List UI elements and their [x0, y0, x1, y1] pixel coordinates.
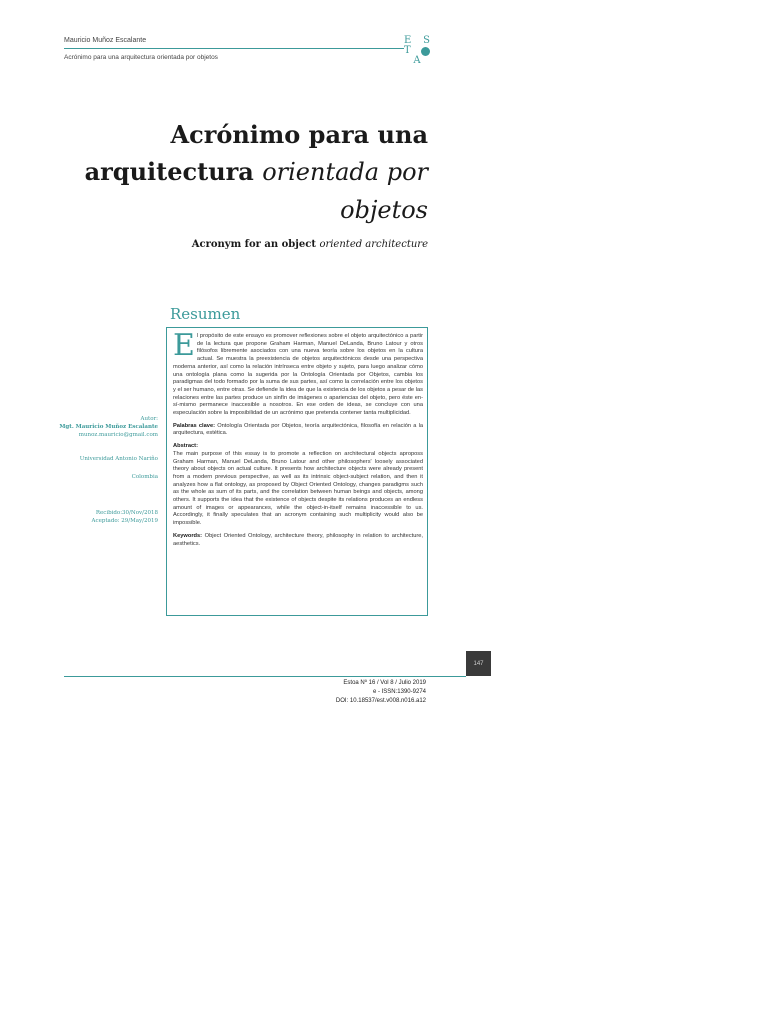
logo-letter: E — [404, 35, 412, 46]
title-italic: objetos — [340, 196, 428, 224]
author-country: Colombia — [131, 474, 158, 480]
drop-cap: E — [173, 328, 195, 363]
author-name: Mgt. Mauricio Muñoz Escalante — [59, 424, 158, 430]
footer-divider — [64, 676, 466, 677]
keywords-spanish-label: Palabras clave: — [173, 422, 216, 429]
running-header-author: Mauricio Muñoz Escalante — [64, 37, 147, 44]
english-subtitle — [68, 239, 428, 250]
page-number: 147 — [466, 651, 491, 676]
resumen-heading: Resumen — [170, 305, 241, 323]
article-title — [68, 116, 428, 229]
author-email[interactable]: munoz.mauricio@gmail.com — [78, 432, 158, 438]
abstract-spanish-text: l propósito de este ensayo es promover reflexiones sobre el objeto arquitectónico a partir de la lectura que propone Graham Harman, Manuel DeLanda, Bruno Latour y otros filósofos libremente asociados con una nueva teoría sobre los objetos en la cultura actual. Se muestra la preexistencia de objetos arquitectónicos desde una perspectiva moderna anterior, así como la relación intrínseca entre objeto y sujeto, para luego analizar cómo una ontología plana como la sugerida por la Ontología Orientada por Objetos, cambia los paradigmas del todo formado por la suma de sus partes, así como la correlación entre los objetos y el ser humano, entre otras. Se defiende la idea de que la existencia de los objetos a pesar de las relaciones entre las partes produce un sinfín de imágenes o apariencias del objeto, pero éste en-sí-mismo permanece inaccesible a nosotros. En ese orden de ideas, se concluye con una especulación sobre la imposibilidad de un acrónimo que pretenda contener tanta multiplicidad. — [173, 333, 423, 417]
journal-issn: e - ISSN:1390-9274 — [372, 689, 426, 695]
subtitle-italic: oriented architecture — [319, 239, 428, 250]
logo-letter: T — [404, 45, 411, 56]
estoa-logo — [404, 36, 430, 66]
abstract-spanish — [173, 328, 423, 418]
author-university: Universidad Antonio Nariño — [79, 456, 158, 462]
title-line-3 — [68, 191, 428, 229]
keywords-spanish — [173, 423, 423, 438]
title-italic: orientada por — [262, 158, 428, 186]
header-divider — [64, 48, 404, 49]
logo-letter: S — [423, 35, 430, 46]
abstract-english — [173, 443, 423, 528]
abstract-english-label: Abstract: — [173, 443, 198, 450]
keywords-english-text: Object Oriented Ontology, architecture theory, philosophy in relation to architecture, aesthetics. — [173, 532, 423, 547]
title-roman: arquitectura — [84, 157, 254, 186]
title-line-1: Acrónimo para una — [170, 120, 428, 149]
abstract-box — [166, 327, 428, 616]
title-line-2 — [68, 153, 428, 191]
logo-dot-icon — [421, 47, 430, 56]
abstract-english-text: The main purpose of this essay is to promote a reflection on architectural objects aproposs Graham Harman, Manuel DeLanda, Bruno Latour and other philosophers' loosely associated theory about objects on actual culture. It presents how architecture objects were already present from a modern previous perspective, as well as its intrinsic object-subject relation, and then it analyzes how a flat ontology, as proposed by Object Oriented Ontology, changes paradigms such as the whole as sum of its parts, and the correlation between human beings and objects, among others. It supports the idea that the existence of objects despite its relations produces an endless amount of images or appearances, while the object-in-itself remains inaccessible to us. Accordingly, it finally speculates that an acronym containing such multiplicity would also be impossible. — [173, 450, 423, 527]
logo-letter: A — [413, 55, 421, 66]
received-date: Recibido:30/Nov/2018 — [95, 510, 158, 516]
keywords-spanish-text: Ontología Orientada por Objetos, teoría arquitectónica, filosofía en relación a la arquitectura, estética. — [173, 422, 423, 437]
article-doi[interactable]: DOI: 10.18537/est.v008.n016.a12 — [335, 698, 426, 704]
keywords-english — [173, 533, 423, 548]
keywords-english-label: Keywords: — [173, 532, 203, 539]
journal-issue: Estoa Nº 16 / Vol 8 / Julio 2019 — [343, 680, 426, 686]
subtitle-roman: Acronym for an object — [191, 239, 316, 250]
accepted-date: Aceptado: 29/May/2019 — [91, 518, 158, 524]
running-header-title: Acrónimo para una arquitectura orientada por objetos — [64, 54, 218, 61]
author-label: Autor: — [140, 416, 158, 422]
